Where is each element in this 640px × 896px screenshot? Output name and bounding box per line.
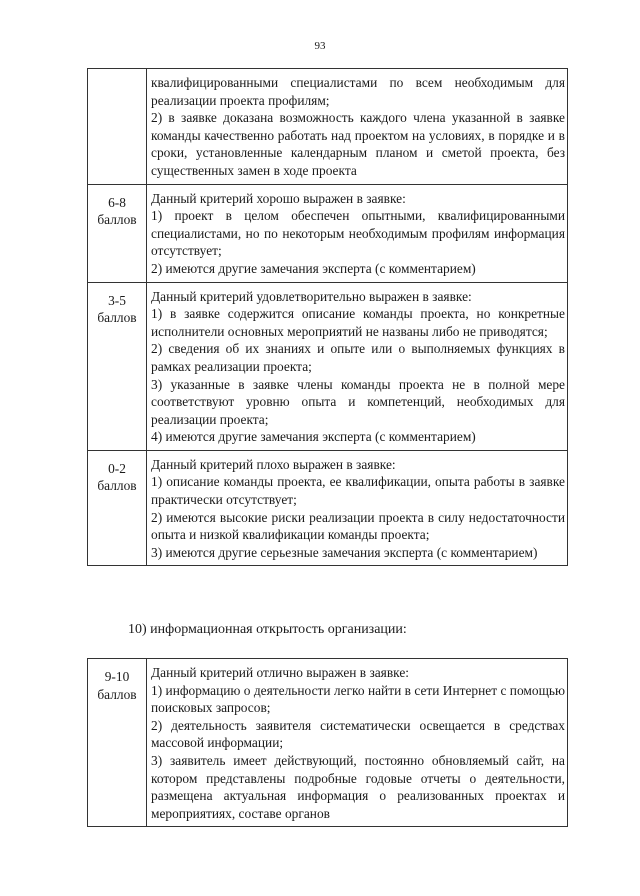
score-unit: баллов bbox=[97, 478, 137, 494]
criterion-line: 3) заявитель имеет действующий, постоянно обновляемый сайт, на котором представлены подробные годовые отчеты о деятельности, размещена актуальная информация о реализованных проектах и мероприятиях, составе органов bbox=[151, 752, 565, 821]
criterion-line: 2) имеются высокие риски реализации проекта в силу недостаточности опыта и низкой квалификации команды проекта; bbox=[151, 509, 565, 543]
criteria-table-team bbox=[87, 68, 568, 566]
table-row bbox=[88, 450, 568, 566]
score-cell bbox=[88, 184, 147, 282]
score-cell bbox=[88, 450, 147, 566]
criterion-heading: Данный критерий удовлетворительно выражен в заявке: bbox=[151, 288, 472, 304]
criterion-line: 2) сведения об их знаниях и опыте или о выполняемых функциях в рамках реализации проекта; bbox=[151, 341, 565, 374]
page-number: 93 bbox=[314, 40, 326, 52]
criterion-line: 2) деятельность заявителя систематически освещается в средствах массовой информации; bbox=[151, 717, 565, 751]
score-cell bbox=[88, 69, 147, 185]
criterion-line: 3) указанные в заявке члены команды проекта не в полной мере соответствуют уровню опыта и компетенций, необходимых для реализации проекта; bbox=[151, 376, 565, 427]
criterion-line: 1) в заявке содержится описание команды проекта, но конкретные исполнители основных мероприятий не названы либо не приводятся; bbox=[151, 306, 565, 339]
description-cell bbox=[147, 282, 568, 450]
table-row bbox=[88, 659, 568, 827]
criterion-heading: Данный критерий плохо выражен в заявке: bbox=[151, 456, 396, 472]
table-row bbox=[88, 282, 568, 450]
table-row bbox=[88, 184, 568, 282]
score-unit: баллов bbox=[97, 212, 137, 228]
criterion-heading: Данный критерий хорошо выражен в заявке: bbox=[151, 190, 406, 206]
score-range: 6-8 bbox=[108, 194, 126, 210]
score-cell bbox=[88, 659, 147, 827]
criterion-line: 1) информацию о деятельности легко найти в сети Интернет с помощью поисковых запросов; bbox=[151, 682, 565, 716]
score-range: 9-10 bbox=[104, 669, 130, 684]
criterion-line: 1) описание команды проекта, ее квалификации, опыта работы в заявке практически отсутствует; bbox=[151, 474, 565, 508]
score-unit: баллов bbox=[97, 686, 137, 702]
section-heading: 10) информационная открытость организации: bbox=[128, 622, 407, 637]
criterion-line: 2) имеются другие замечания эксперта (с комментарием) bbox=[151, 260, 476, 276]
criterion-line: 4) имеются другие замечания эксперта (с комментарием) bbox=[151, 429, 476, 445]
description-cell bbox=[147, 184, 568, 282]
description-cell bbox=[147, 450, 568, 566]
criterion-line: 1) проект в целом обеспечен опытными, квалифицированными специалистами, но по некоторым необходимым профилям информация отсутствует; bbox=[151, 208, 565, 259]
criterion-line: 3) имеются другие серьезные замечания эксперта (с комментарием) bbox=[151, 544, 538, 560]
criterion-line: квалифицированными специалистами по всем необходимым для реализации проекта профилям; bbox=[151, 75, 565, 108]
criteria-table-openness bbox=[87, 658, 568, 827]
criterion-line: 2) в заявке доказана возможность каждого члена указанной в заявке команды качественно работать над проектом на условиях, в порядке и в сроки, установленные календарным планом и сметой проекта, без существенных замен в ходе проекта bbox=[151, 110, 565, 178]
description-cell bbox=[147, 659, 568, 827]
score-unit: баллов bbox=[97, 310, 137, 326]
description-cell bbox=[147, 69, 568, 185]
score-cell bbox=[88, 282, 147, 450]
criterion-heading: Данный критерий отлично выражен в заявке: bbox=[151, 665, 409, 680]
table-row bbox=[88, 69, 568, 185]
score-range: 0-2 bbox=[108, 460, 126, 476]
score-range: 3-5 bbox=[108, 292, 126, 308]
